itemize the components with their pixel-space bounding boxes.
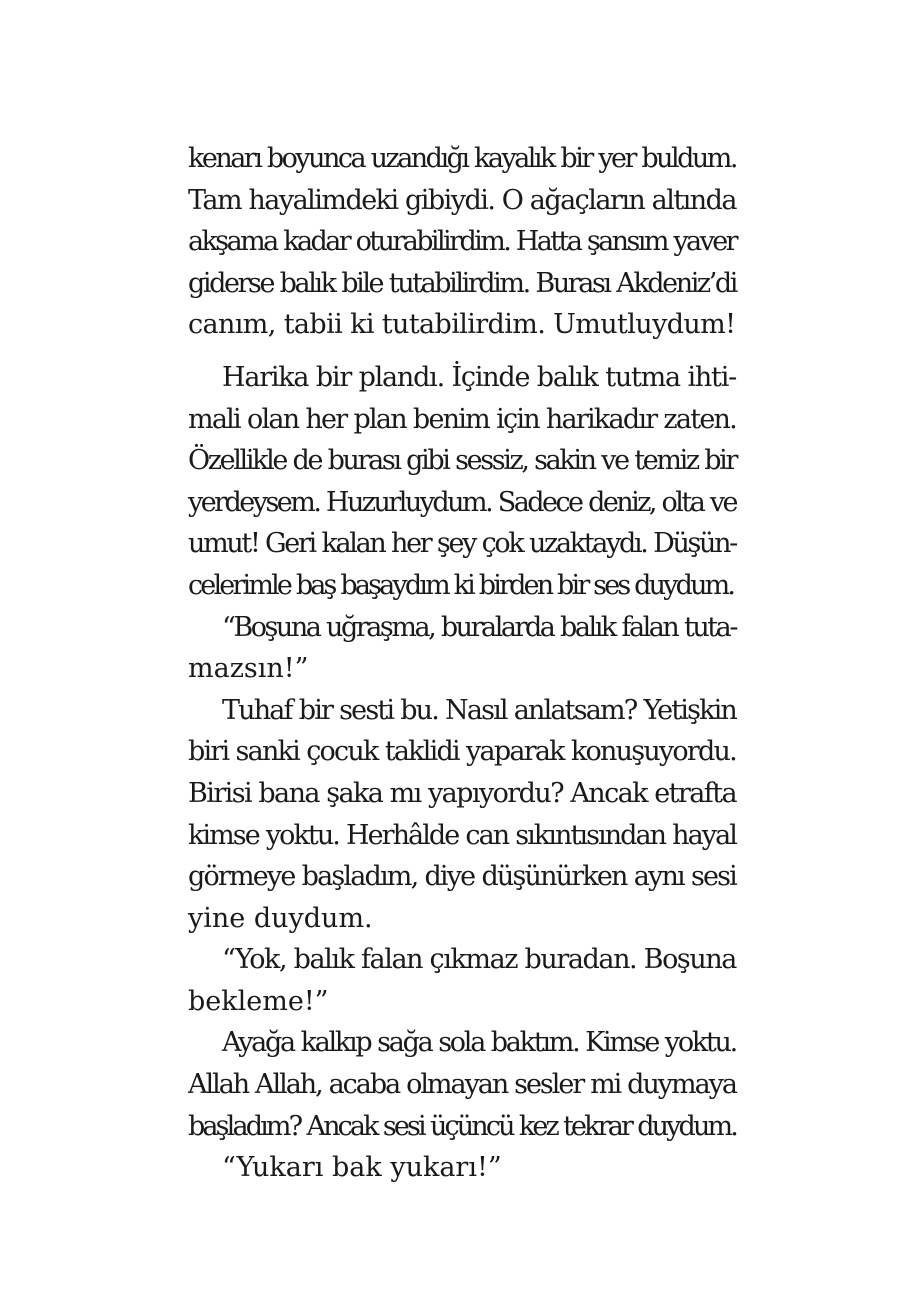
text-line: kimse yoktu. Herhâlde can sıkıntısından hayal: [188, 819, 736, 851]
text-line: Harika bir plandı. İçinde balık tutma ihti-: [222, 361, 736, 393]
text-line: Tuhaf bir sesti bu. Nasıl anlatsam? Yetişkin: [222, 694, 736, 726]
text-line: yine duydum.: [188, 902, 373, 934]
text-line: Tam hayalimdeki gibiydi. O ağaçların altında: [188, 184, 736, 216]
paragraph-6: [188, 1022, 736, 1147]
text-line: umut! Geri kalan her şey çok uzaktaydı. Düşün-: [188, 528, 736, 560]
text-line: canım, tabii ki tutabilirdim. Umutluydum!: [188, 309, 736, 341]
text-line: Birisi bana şaka mı yapıyordu? Ancak etrafta: [188, 777, 736, 809]
text-line: “Yok, balık falan çıkmaz buradan. Boşuna: [222, 944, 736, 976]
paragraph-2: [188, 357, 736, 607]
text-line: kenarı boyunca uzandığı kayalık bir yer buldum.: [188, 143, 736, 174]
text-line: mazsın!”: [188, 653, 309, 685]
text-line: biri sanki çocuk taklidi yaparak konuşuyordu.: [188, 736, 736, 768]
paragraph-7: [188, 1147, 736, 1189]
text-line: “Boşuna uğraşma, buralarda balık falan tuta-: [222, 611, 736, 643]
body-text: [188, 138, 736, 1189]
text-line: mali olan her plan benim için harikadır zaten.: [188, 403, 736, 435]
text-line: giderse balık bile tutabilirdim. Burası Akdeniz’di: [188, 267, 736, 299]
text-line: akşama kadar oturabilirdim. Hatta şansım yaver: [188, 226, 736, 258]
text-line: görmeye başladım, diye düşünürken aynı sesi: [188, 861, 736, 893]
text-line: celerimle baş başaydım ki birden bir ses duydum.: [188, 569, 734, 601]
paragraph-4: [188, 690, 736, 940]
text-line: yerdeysem. Huzurluydum. Sadece deniz, olta ve: [188, 486, 736, 518]
text-line: “Yukarı bak yukarı!”: [222, 1152, 502, 1184]
paragraph-1: [188, 138, 736, 346]
paragraph-3: [188, 607, 736, 690]
text-line: Allah Allah, acaba olmayan sesler mi duymaya: [188, 1069, 736, 1101]
paragraph-5: [188, 939, 736, 1022]
text-line: başladım? Ancak sesi üçüncü kez tekrar duydum.: [188, 1110, 736, 1142]
text-line: Özellikle de burası gibi sessiz, sakin ve temiz bir: [188, 445, 736, 477]
text-line: Ayağa kalkıp sağa sola baktım. Kimse yoktu.: [222, 1027, 736, 1059]
text-line: bekleme!”: [188, 985, 329, 1017]
